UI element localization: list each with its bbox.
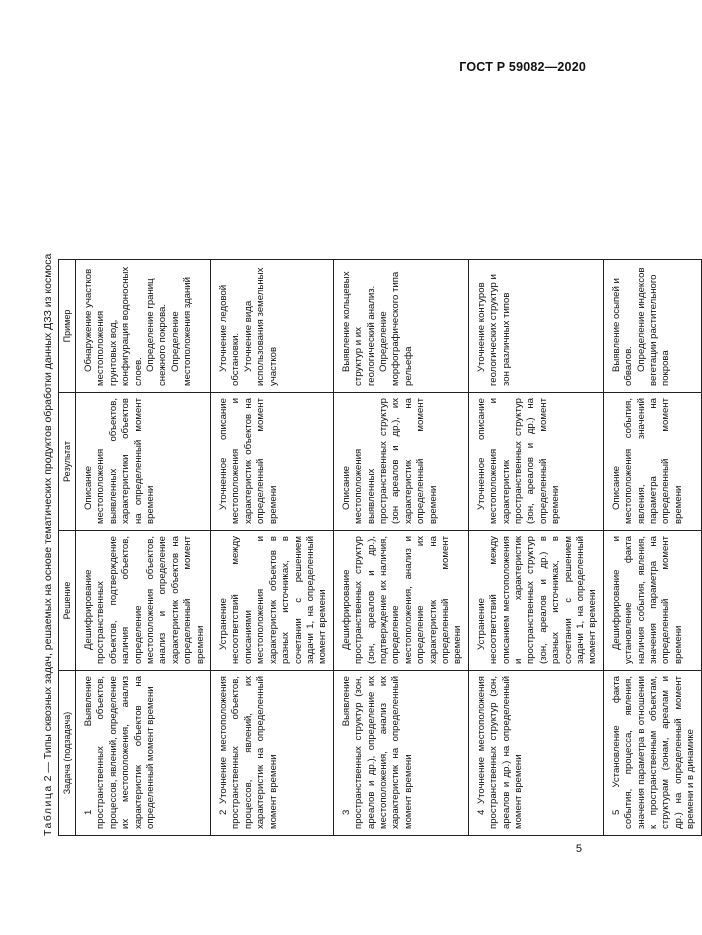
result-text: Описание местоположения выявленных пространственных структур (зон ареалов и др.), их характеристик на определенный момент времени [340, 398, 439, 524]
column-header-task: Задача (подзадача) [59, 671, 76, 836]
rotated-table-block [38, 253, 697, 836]
example-cell [468, 260, 603, 393]
example-cell [333, 260, 468, 393]
solution-text: Дешифрирование пространственных структур (зон, ареалов и др.), подтверждение их наличия, определение местоположения, анализ и определение их характеристик на определенный момент времени [340, 536, 464, 664]
task-cell [211, 671, 334, 836]
result-text: Уточненное описание местоположения и характеристик объектов на определенный момент времени [218, 398, 279, 524]
example-cell [76, 260, 211, 393]
table-row [76, 260, 211, 836]
column-header-result: Результат [59, 393, 76, 531]
example-cell [603, 260, 701, 393]
task-text: 3 Выявление пространственных структур (зон, ареалов и др.), определение их местоположения, анализ их характеристик на определенный момент времени [340, 676, 414, 829]
example-line: Определение индексов вегетации растительного покрова [635, 267, 672, 386]
example-line: Определение морфографического типа рельефа [377, 271, 414, 386]
result-cell [603, 393, 701, 531]
example-line: Уточнение вида использования земельных участков [242, 267, 279, 386]
result-cell [211, 393, 334, 531]
solution-cell [211, 531, 334, 671]
example-cell [211, 260, 334, 393]
table-row [468, 260, 603, 836]
result-cell [333, 393, 468, 531]
table-header-row [59, 260, 76, 836]
solution-text: Дешифрирование и установление факта наличия события, явления, значения параметра на определенный момент времени [610, 536, 684, 664]
example-line: Уточнение контуров геологических структур и зон различных типов [475, 274, 512, 386]
solution-cell [603, 531, 701, 671]
result-cell [76, 393, 211, 531]
result-text: Описание местоположения события, явления, значений параметра на определенный момент времени [610, 398, 684, 524]
task-text: 4 Уточнение местоположения пространственных структур (зон, ареалов и др.) на определенный момент времени [475, 676, 524, 829]
table-caption [38, 253, 58, 836]
page-number: 5 [575, 843, 582, 855]
example-line: Уточнение ледовой обстановки. [218, 284, 242, 386]
task-cell [468, 671, 603, 836]
task-text: 1 Выявление пространственных объектов, процессов, явлений, определение их местоположения, анализ характеристик объектов на определенный момент времени [83, 676, 157, 829]
example-line: Обнаружение участков местоположения грунтовых вод, конфигурация водоносных слоев. [83, 266, 144, 386]
table-row [333, 260, 468, 836]
task-cell [333, 671, 468, 836]
example-line: Определение местоположения зданий [169, 276, 194, 386]
solution-cell [468, 531, 603, 671]
result-cell [468, 393, 603, 531]
task-text: 2 Уточнение местоположения пространственных объектов, процессов, явлений, их характеристик на определенный момент времени [218, 676, 279, 829]
result-text: Уточненное описание местоположения и характеристик пространственных структур (зон, ареалов и др.) на определенный момент времени [475, 398, 562, 524]
result-text: Описание местоположения выявленных объектов, характеристики объектов на определенный момент времени [83, 398, 157, 524]
caption-text: 2 — Типы сквозных задач, решаемых на основе тематических продуктов обработки данных ДЗЗ из космоса [42, 253, 54, 785]
tasks-table [58, 259, 702, 836]
column-header-solution: Решение [59, 531, 76, 671]
column-header-example: Пример [59, 260, 76, 393]
solution-cell [76, 531, 211, 671]
task-cell [76, 671, 211, 836]
solution-text: Дешифрирование пространственных объектов, подтверждение наличия объектов, определение местоположения объектов, анализ и определение характеристик объектов на определенный момент времени [83, 536, 206, 664]
solution-text: Устранение несоответствий между описаниями местоположения и характеристик объектов в разных источниках, в сочетании с решением задачи 1, на определенный момент времени [218, 536, 329, 664]
solution-text: Устранение несоответствий между описанием местоположения и характеристик пространственных структур (зон, ареалов и др.) в разных источниках, в сочетании с решением задачи 1, на определенный момент времени [475, 536, 599, 664]
table-row [603, 260, 701, 836]
task-text: 5 Установление факта события, процесса, явления, значения параметра в отношении к пространственным объектам, структурам (зонам, ареалам и др.) на определенный момент времени и в динамике [610, 676, 697, 829]
example-line: Выявление кольцевых структур и их геологический анализ. [340, 271, 377, 386]
caption-word: Таблица [42, 784, 54, 836]
table-row [211, 260, 334, 836]
example-line: Выявление осыпей и обвалов. [610, 278, 635, 386]
example-line: Определение границ снежного покрова. [145, 278, 169, 386]
task-cell [603, 671, 701, 836]
document-id: ГОСТ Р 59082—2020 [459, 60, 586, 74]
solution-cell [333, 531, 468, 671]
